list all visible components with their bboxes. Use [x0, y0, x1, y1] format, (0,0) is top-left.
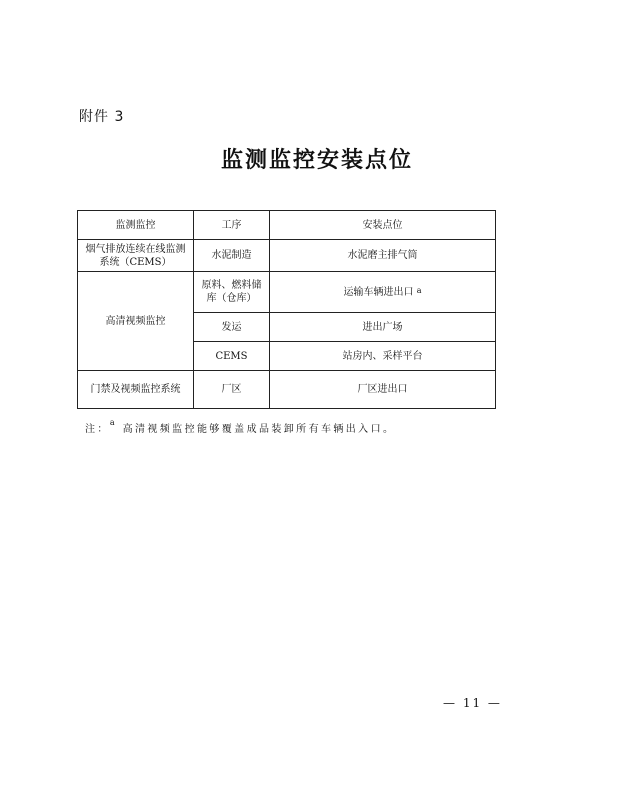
- access-process: 厂区: [194, 371, 270, 409]
- video-label: 高清视频监控: [78, 272, 194, 371]
- access-location: 厂区进出口: [270, 371, 496, 409]
- header-monitoring: 监测监控: [78, 211, 194, 240]
- monitoring-table: [77, 210, 496, 409]
- header-location: 安装点位: [270, 211, 496, 240]
- video-process: 发运: [194, 313, 270, 342]
- note-mark: a: [109, 418, 117, 427]
- video-location-cell: [270, 272, 496, 313]
- video-location: 运输车辆进出口: [343, 286, 414, 298]
- header-process: 工序: [194, 211, 270, 240]
- access-label: 门禁及视频监控系统: [78, 371, 194, 409]
- table-note: [85, 420, 395, 435]
- note-text: 高清视频监控能够覆盖成品装卸所有车辆出入口。: [122, 424, 396, 435]
- table-row: [78, 371, 496, 409]
- video-location: 进出广场: [270, 313, 496, 342]
- footnote-mark: a: [416, 285, 422, 295]
- table-row: [78, 240, 496, 272]
- table-row: [78, 272, 496, 313]
- table-header-row: [78, 211, 496, 240]
- note-prefix: 注：: [85, 424, 110, 435]
- document-title: 监测监控安装点位: [220, 148, 413, 173]
- cems-location: 水泥磨主排气筒: [270, 240, 496, 272]
- page-number: — 11 —: [443, 696, 502, 710]
- cems-process: 水泥制造: [194, 240, 270, 272]
- video-location: 站房内、采样平台: [270, 342, 496, 371]
- video-process: 原料、燃料储库（仓库）: [194, 272, 270, 313]
- annex-label: 附件 3: [79, 109, 125, 125]
- cems-label: 烟气排放连续在线监测系统（CEMS）: [78, 240, 194, 272]
- video-process: CEMS: [194, 342, 270, 371]
